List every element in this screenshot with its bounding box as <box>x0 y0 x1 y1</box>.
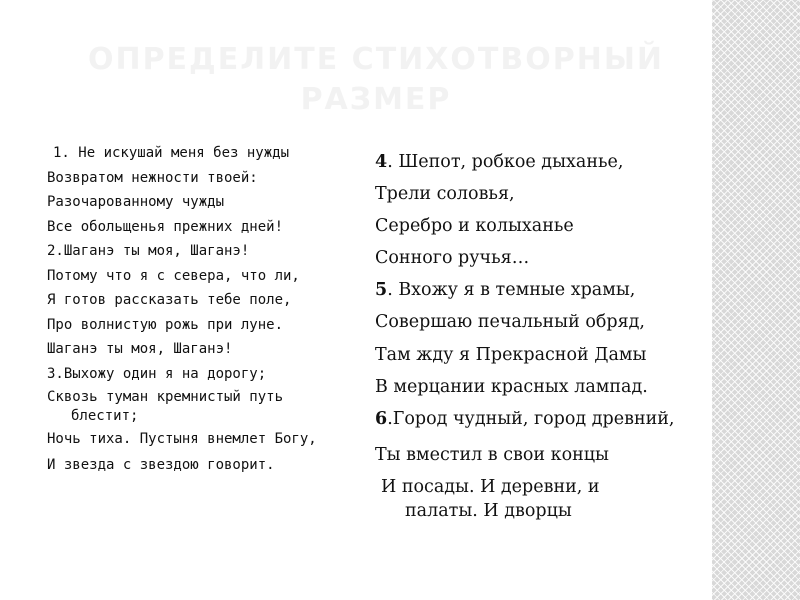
poem-line-text: . Шепот, робкое дыханье, <box>387 152 624 172</box>
poem-line: Шаганэ ты моя, Шаганэ! <box>47 341 233 357</box>
poem-line: Потому что я с севера, что ли, <box>47 267 300 284</box>
poem-line: Трели соловья, <box>375 184 515 205</box>
poem-line: Там жду я Прекрасной Дамы <box>375 344 647 365</box>
poem-number: 6 <box>375 408 388 429</box>
poem-line: Все обольщенья прежних дней! <box>47 218 284 235</box>
poem-number: 4 <box>375 152 388 172</box>
poem-line-text: . Вхожу я в темные храмы, <box>387 280 636 301</box>
poem-line <box>375 407 675 431</box>
poem-column-left <box>47 141 347 478</box>
poem-line: Ночь тиха. Пустыня внемлет Богу, <box>47 431 317 447</box>
poem-line: И звезда с звездою говорит. <box>47 457 275 473</box>
poem-line: Сквозь туман кремнистый путь блестит; <box>47 389 284 424</box>
poem-line <box>375 274 675 306</box>
poem-line: 1. Не искушай меня без нужды <box>53 145 290 161</box>
decorative-side-pattern <box>712 0 800 600</box>
poem-line: Совершаю печальный обряд, <box>375 312 645 333</box>
poem-number: 5 <box>375 280 388 301</box>
poem-line: Возвратом нежности твоей: <box>47 169 258 186</box>
poem-line: Сонного ручья… <box>375 248 530 269</box>
poem-line: Я готов рассказать тебе поле, <box>47 292 292 308</box>
poem-line: Серебро и колыханье <box>375 216 574 237</box>
poem-line: 3.Выхожу один я на дорогу; <box>47 365 267 382</box>
poem-line: 2.Шаганэ ты моя, Шаганэ! <box>47 243 250 259</box>
slide-title: ОПРЕДЕЛИТЕ СТИХОТВОРНЫЙ РАЗМЕР <box>87 42 665 117</box>
poem-line: И посады. И деревни, и палаты. И дворцы <box>381 476 600 521</box>
poem-line: Про волнистую рожь при луне. <box>47 316 284 333</box>
poem-line-text: .Город чудный, город древний, <box>387 408 675 429</box>
poem-line: Ты вместил в свои концы <box>375 444 609 465</box>
poem-line <box>375 146 675 178</box>
poem-line: Разочарованному чужды <box>47 194 225 210</box>
poem-column-right <box>375 146 675 531</box>
poem-line: В мерцании красных лампад. <box>375 376 648 397</box>
